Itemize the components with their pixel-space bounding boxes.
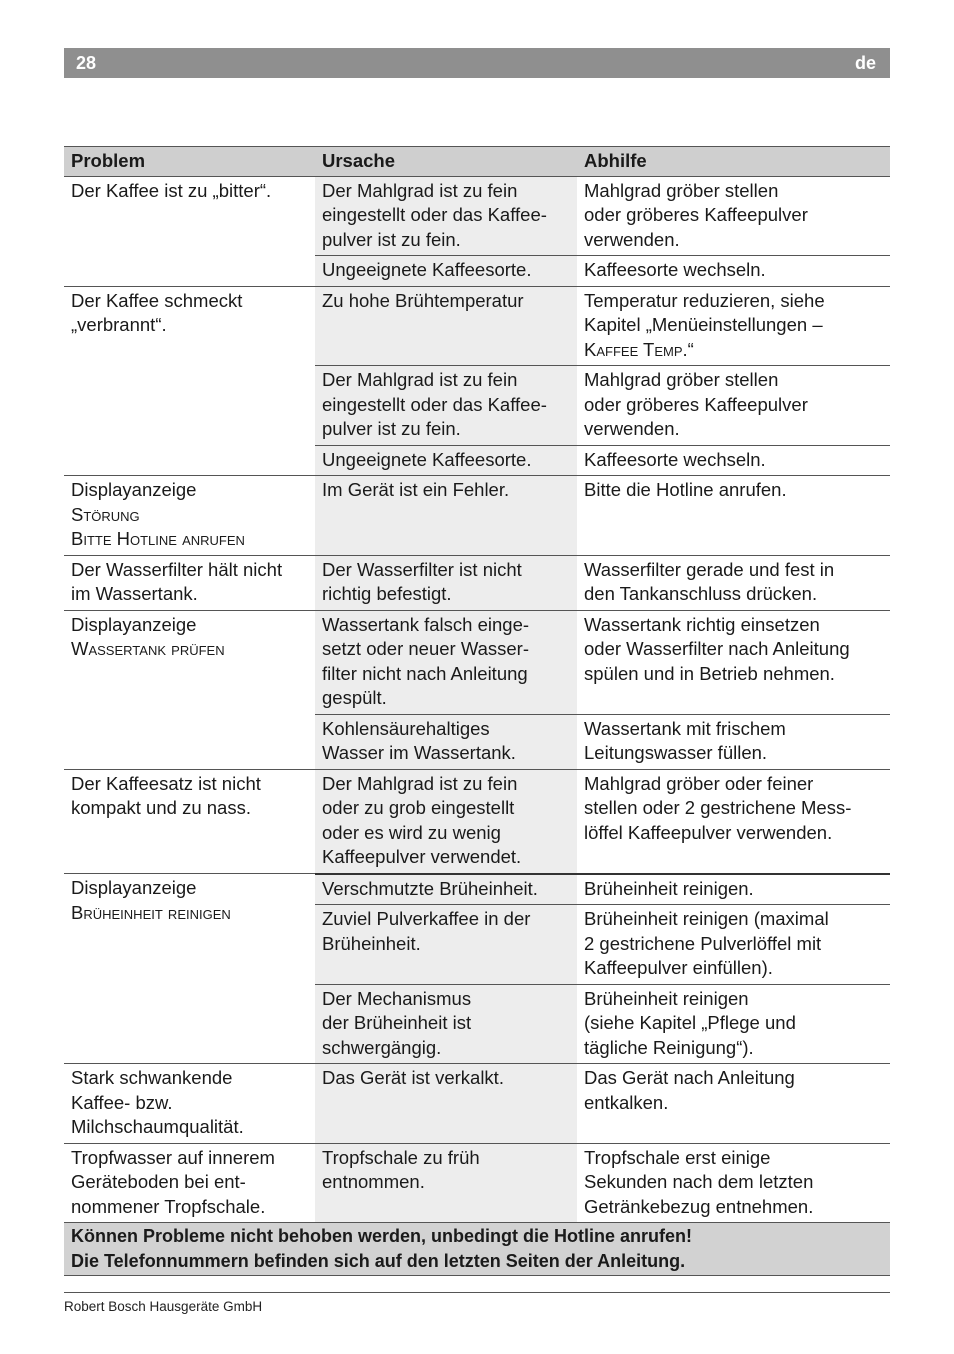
display-term: Störung (71, 503, 140, 525)
cause-cell: Das Gerät ist verkalkt. (315, 1064, 577, 1144)
troubleshooting-table (64, 146, 890, 1276)
table-row (64, 1064, 890, 1144)
problem-cell: Displayanzeige Brüheinheit reinigen (64, 874, 315, 1064)
table-row (64, 769, 890, 874)
cause-cell: Verschmutzte Brüheinheit. (315, 874, 577, 905)
hotline-note: Können Probleme nicht behoben werden, unbedingt die Hotline anrufen! Die Telefonnummern befinden sich auf den letzten Seiten der Anleitung. (64, 1223, 890, 1276)
table-row (64, 610, 890, 714)
table-header-row (64, 147, 890, 177)
company-name: Robert Bosch Hausgeräte GmbH (64, 1299, 263, 1314)
column-header-problem: Problem (64, 147, 315, 177)
remedy-cell: Bitte die Hotline anrufen. (577, 476, 890, 556)
remedy-cell: Wasserfilter gerade und fest in den Tankanschluss drücken. (577, 555, 890, 610)
remedy-cell: Mahlgrad gröber stellen oder gröberes Kaffeepulver verwenden. (577, 176, 890, 256)
cause-cell: Im Gerät ist ein Fehler. (315, 476, 577, 556)
problem-cell: Der Kaffee ist zu „bitter“. (64, 176, 315, 286)
remedy-cell: Mahlgrad gröber stellen oder gröberes Kaffeepulver verwenden. (577, 366, 890, 446)
remedy-cell: Kaffeesorte wechseln. (577, 445, 890, 476)
cause-cell: Zu hohe Brühtemperatur (315, 286, 577, 366)
remedy-cell: Brüheinheit reinigen (siehe Kapitel „Pflege und tägliche Reinigung“). (577, 984, 890, 1064)
cause-cell: Der Mahlgrad ist zu fein oder zu grob eingestellt oder es wird zu wenig Kaffeepulver verwendet. (315, 769, 577, 874)
cause-cell: Zuviel Pulverkaffee in der Brüheinheit. (315, 905, 577, 985)
remedy-cell: Temperatur reduzieren, siehe Kapitel „Menüeinstellungen – Kaffee Temp.“ (577, 286, 890, 366)
cause-cell: Der Mahlgrad ist zu fein eingestellt oder das Kaffee- pulver ist zu fein. (315, 366, 577, 446)
cause-cell: Ungeeignete Kaffeesorte. (315, 256, 577, 287)
remedy-cell: Brüheinheit reinigen (maximal 2 gestrichene Pulverlöffel mit Kaffeepulver einfüllen). (577, 905, 890, 985)
table-row (64, 874, 890, 905)
display-term: Bitte Hotline anrufen (71, 528, 245, 549)
problem-cell: Displayanzeige Wassertank prüfen (64, 610, 315, 769)
display-term: Brüheinheit reinigen (71, 901, 231, 923)
cause-cell: Der Mechanismus der Brüheinheit ist schwergängig. (315, 984, 577, 1064)
remedy-cell: Wassertank mit frischem Leitungswasser füllen. (577, 714, 890, 769)
remedy-cell: Mahlgrad gröber oder feiner stellen oder 2 gestrichene Mess- löffel Kaffeepulver verwenden. (577, 769, 890, 874)
remedy-cell: Das Gerät nach Anleitung entkalken. (577, 1064, 890, 1144)
footer-divider (64, 1292, 890, 1293)
table-row (64, 176, 890, 256)
column-header-remedy: Abhilfe (577, 147, 890, 177)
cause-cell: Der Mahlgrad ist zu fein eingestellt oder das Kaffee- pulver ist zu fein. (315, 176, 577, 256)
table-row (64, 555, 890, 610)
language-code: de (854, 53, 876, 73)
page-number: 28 (76, 53, 97, 73)
problem-cell: Stark schwankende Kaffee- bzw. Milchschaumqualität. (64, 1064, 315, 1144)
problem-cell: Tropfwasser auf innerem Geräteboden bei ent- nommener Tropfschale. (64, 1143, 315, 1223)
problem-cell: Der Wasserfilter hält nicht im Wassertank. (64, 555, 315, 610)
cause-cell: Wassertank falsch einge- setzt oder neuer Wasser- filter nicht nach Anleitung gespült. (315, 610, 577, 714)
table-row (64, 1143, 890, 1223)
cause-cell: Kohlensäurehaltiges Wasser im Wassertank. (315, 714, 577, 769)
remedy-cell: Wassertank richtig einsetzen oder Wasserfilter nach Anleitung spülen und in Betrieb nehmen. (577, 610, 890, 714)
column-header-cause: Ursache (315, 147, 577, 177)
problem-cell: Der Kaffeesatz ist nicht kompakt und zu nass. (64, 769, 315, 874)
hotline-note-row (64, 1223, 890, 1276)
remedy-cell: Brüheinheit reinigen. (577, 874, 890, 905)
table-row (64, 476, 890, 556)
remedy-cell: Tropfschale erst einige Sekunden nach dem letzten Getränkebezug entnehmen. (577, 1143, 890, 1223)
page-header-bar (64, 48, 890, 78)
display-term: Wassertank prüfen (71, 638, 225, 659)
table-row (64, 286, 890, 366)
cause-cell: Tropfschale zu früh entnommen. (315, 1143, 577, 1223)
problem-cell: Displayanzeige Störung Bitte Hotline anrufen (64, 476, 315, 556)
cause-cell: Ungeeignete Kaffeesorte. (315, 445, 577, 476)
cause-cell: Der Wasserfilter ist nicht richtig befestigt. (315, 555, 577, 610)
problem-cell: Der Kaffee schmeckt „verbrannt“. (64, 286, 315, 476)
remedy-cell: Kaffeesorte wechseln. (577, 256, 890, 287)
display-term: Kaffee Temp. (584, 338, 688, 360)
